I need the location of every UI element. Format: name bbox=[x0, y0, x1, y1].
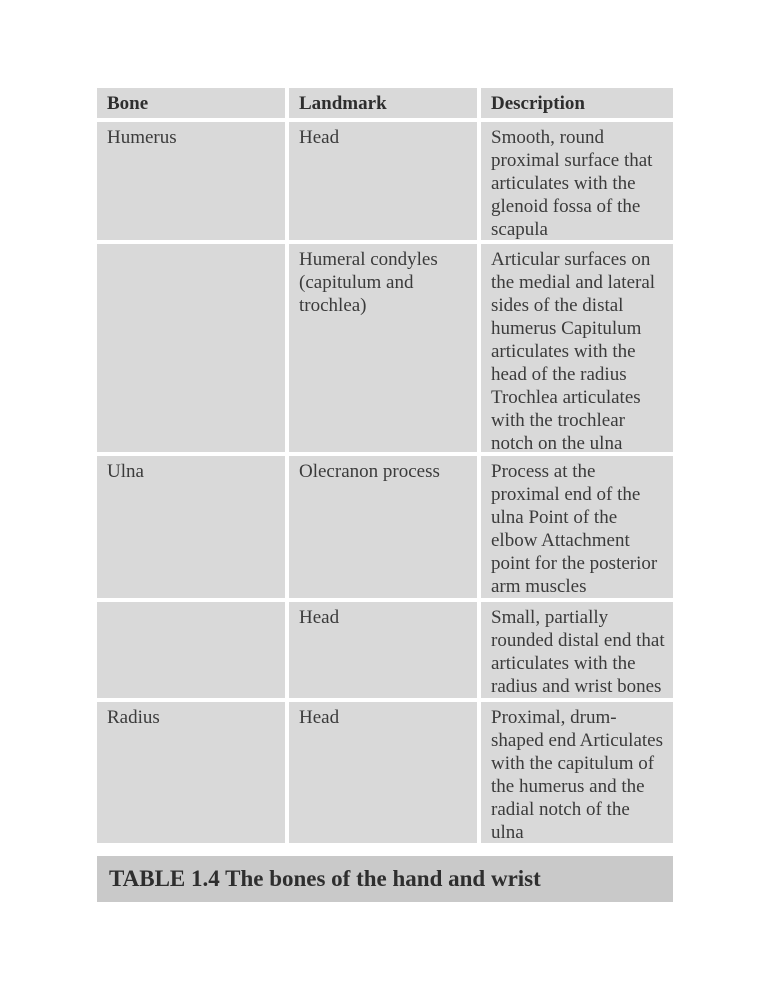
table-cell-bone bbox=[97, 244, 289, 456]
header-description: Description bbox=[481, 88, 673, 122]
table-cell-landmark: Humeral condyles (capitulum and trochlea) bbox=[289, 244, 481, 456]
table-cell-landmark: Olecranon process bbox=[289, 456, 481, 602]
table-cell-description: Proximal, drum-shaped end Articulates with the capitulum of the humerus and the radial notch of the ulna bbox=[481, 702, 673, 847]
table-cell-bone bbox=[97, 602, 289, 702]
table-cell-description: Process at the proximal end of the ulna Point of the elbow Attachment point for the posterior arm muscles bbox=[481, 456, 673, 602]
table-cell-description: Smooth, round proximal surface that articulates with the glenoid fossa of the scapula bbox=[481, 122, 673, 244]
table-cell-description: Small, partially rounded distal end that articulates with the radius and wrist bones bbox=[481, 602, 673, 702]
header-landmark: Landmark bbox=[289, 88, 481, 122]
table-cell-landmark: Head bbox=[289, 122, 481, 244]
table-cell-landmark: Head bbox=[289, 602, 481, 702]
table-cell-description: Articular surfaces on the medial and lateral sides of the distal humerus Capitulum articulates with the head of the radius Trochlea articulates with the trochlear notch on the ulna bbox=[481, 244, 673, 456]
header-bone: Bone bbox=[97, 88, 289, 122]
table-cell-bone: Humerus bbox=[97, 122, 289, 244]
table-cell-bone: Ulna bbox=[97, 456, 289, 602]
table-cell-bone: Radius bbox=[97, 702, 289, 847]
bones-table bbox=[97, 88, 673, 847]
table-caption: TABLE 1.4 The bones of the hand and wrist bbox=[97, 856, 673, 902]
table-cell-landmark: Head bbox=[289, 702, 481, 847]
